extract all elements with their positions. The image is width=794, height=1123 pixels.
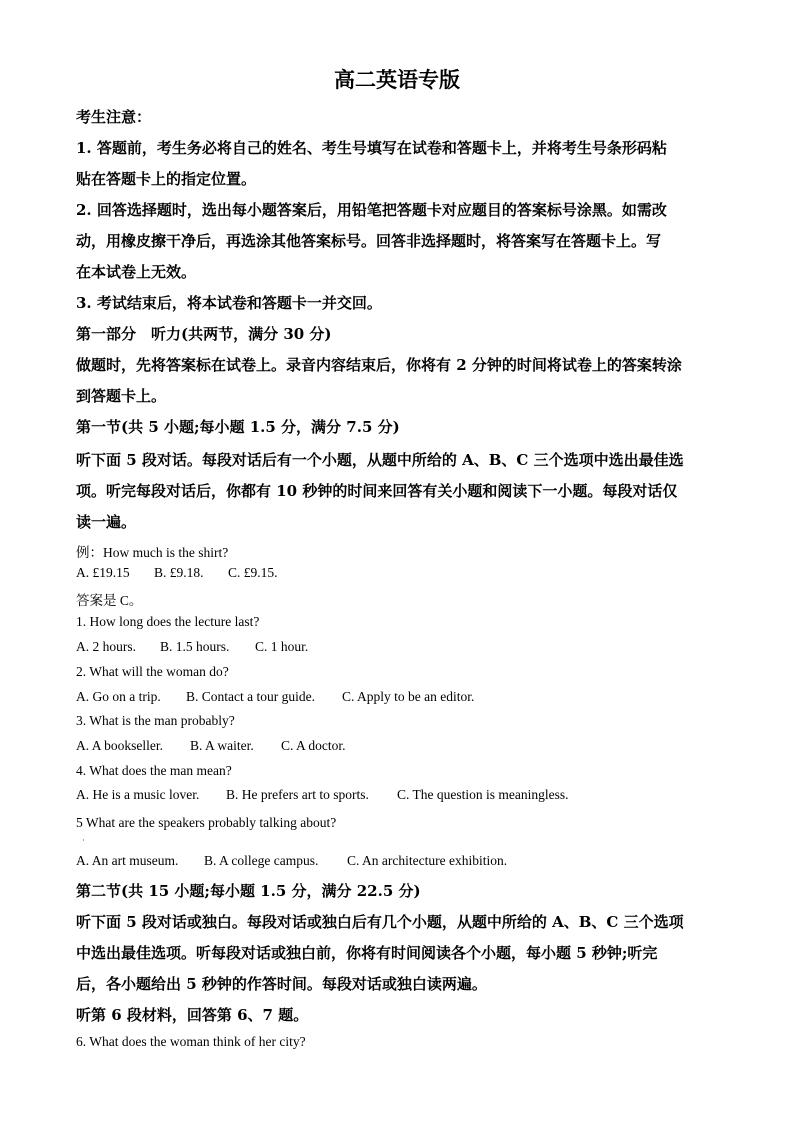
question-5-options [76,853,507,869]
section2-material-heading: 听第 6 段材料，回答第 6、7 题。 [76,1006,309,1024]
notice-item-1-line-1: 1. 答题前，考生务必将自己的姓名、考生号填写在试卷和答题卡上，并将考生号条形码粘 [76,139,667,157]
option-a: A. A bookseller. [76,738,163,753]
option-c: C. A doctor. [281,738,346,753]
section1-heading: 第一节(共 5 小题;每小题 1.5 分，满分 7.5 分) [76,418,400,436]
option-c: C. 1 hour. [255,639,309,654]
question-6: 6. What does the woman think of her city? [76,1034,306,1049]
section2-intro-line-3: 后，各小题给出 5 秒钟的作答时间。每段对话或独白读两遍。 [76,975,487,993]
option-b: B. £9.18. [154,565,204,580]
section2-intro-line-1: 听下面 5 段对话或独白。每段对话或独白后有几个小题，从题中所给的 A、B、C 三个选项 [76,913,684,931]
notice-item-2-line-3: 在本试卷上无效。 [76,263,197,281]
option-c: C. Apply to be an editor. [342,689,475,704]
question-1-options [76,639,308,655]
notice-heading: 考生注意： [76,108,152,126]
question-2-options [76,689,474,705]
question-2: 2. What will the woman do? [76,664,229,679]
section1-intro-line-2: 项。听完每段对话后，你都有 10 秒钟的时间来回答有关小题和阅读下一小题。每段对话仅 [76,482,678,500]
option-a: A. £19.15 [76,565,130,580]
example-answer: 答案是 C。 [76,593,143,608]
question-3-options [76,738,346,754]
question-4: 4. What does the man mean? [76,763,232,778]
option-b: B. 1.5 hours. [160,639,230,654]
option-c: C. The question is meaningless. [397,787,569,802]
section2-intro-line-2: 中选出最佳选项。听每段对话或独白前，你将有时间阅读各个小题，每小题 5 秒钟;听完 [76,944,658,962]
notice-item-3: 3. 考试结束后，将本试卷和答题卡一并交回。 [76,294,382,312]
question-4-options [76,787,569,803]
option-b: B. A waiter. [190,738,254,753]
option-c: C. £9.15. [228,565,278,580]
option-b: B. He prefers art to sports. [226,787,369,802]
section2-heading: 第二节(共 15 小题;每小题 1.5 分，满分 22.5 分) [76,882,421,900]
part1-intro-line-1: 做题时，先将答案标在试卷上。录音内容结束后，你将有 2 分钟的时间将试卷上的答案转涂 [76,356,682,374]
part1-intro-line-2: 到答题卡上。 [76,387,167,405]
notice-item-1-line-2: 贴在答题卡上的指定位置。 [76,170,257,188]
question-1: 1. How long does the lecture last? [76,614,260,629]
page-title: 高二英语专版 [334,67,460,92]
section1-intro-line-1: 听下面 5 段对话。每段对话后有一个小题，从题中所给的 A、B、C 三个选项中选出最佳选 [76,451,684,469]
option-b: B. Contact a tour guide. [186,689,315,704]
question-5: 5 What are the speakers probably talking about? [76,815,337,830]
notice-item-2-line-2: 动，用橡皮擦干净后，再选涂其他答案标号。回答非选择题时，将答案写在答题卡上。写 [76,232,662,250]
question-3: 3. What is the man probably? [76,713,235,728]
example-options [76,565,278,581]
option-a: A. He is a music lover. [76,787,200,802]
option-c: C. An architecture exhibition. [347,853,508,868]
example-question: 例：How much is the shirt? [76,545,229,560]
option-b: B. A college campus. [204,853,319,868]
option-a: A. An art museum. [76,853,179,868]
notice-item-2-line-1: 2. 回答选择题时，选出每小题答案后，用铅笔把答题卡对应题目的答案标号涂黑。如需改 [76,201,667,219]
stray-dot: · [82,836,85,845]
part1-heading: 第一部分 听力(共两节，满分 30 分) [76,325,332,343]
option-a: A. Go on a trip. [76,689,161,704]
section1-intro-line-3: 读一遍。 [76,513,137,531]
option-a: A. 2 hours. [76,639,136,654]
